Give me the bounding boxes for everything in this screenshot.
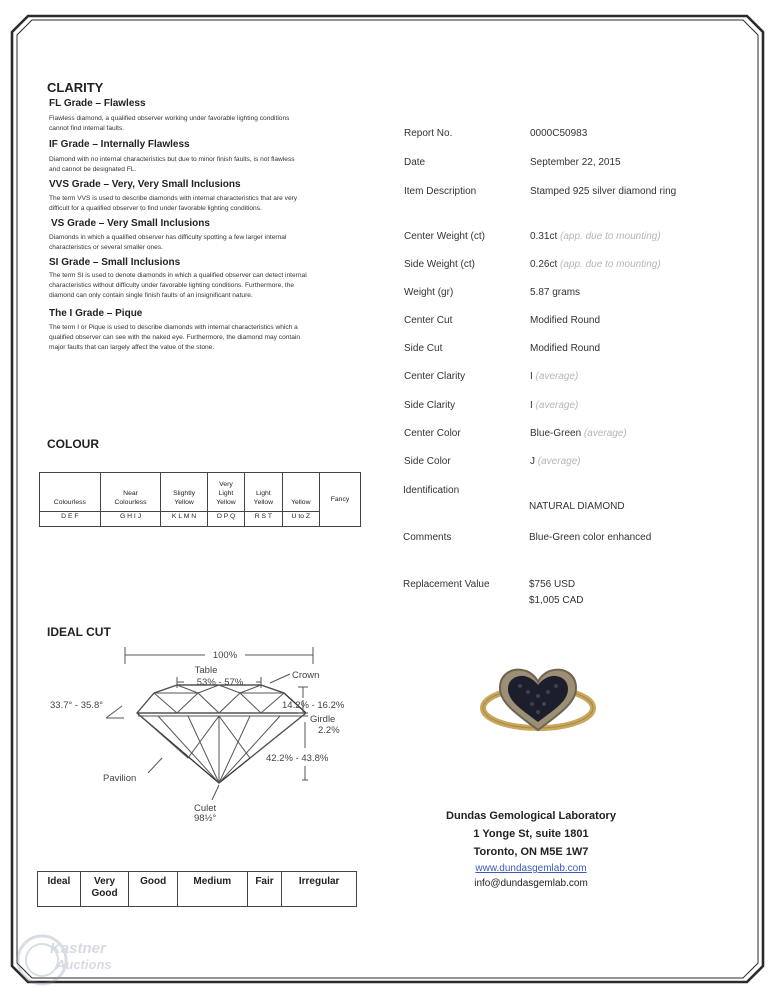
report-label: Center Clarity (404, 371, 466, 382)
diagram-pavilion-depth: 42.2% - 43.8% (266, 753, 329, 764)
colour-name-line: Yellow (174, 499, 194, 506)
report-value (529, 595, 583, 606)
colour-cell-light-yellow (245, 473, 282, 512)
report-value (530, 371, 578, 382)
report-value (530, 343, 600, 354)
colour-name-line: Near (123, 490, 138, 497)
report-label: Side Color (404, 456, 451, 467)
report-value-note: (average) (535, 371, 579, 382)
report-value-note: (average) (535, 400, 579, 411)
colour-name-line: Yellow (291, 499, 311, 506)
colour-grades-klmn: K L M N (161, 512, 207, 527)
clarity-grade-description: cannot find internal faults. (49, 125, 125, 132)
clarity-heading: CLARITY (47, 80, 104, 95)
report-value-note: (average) (583, 428, 627, 439)
colour-cell-fancy: Fancy (320, 473, 361, 527)
report-label: Identification (403, 485, 460, 496)
cut-grade-ideal: Ideal (38, 872, 81, 907)
cut-grade-irregular: Irregular (282, 872, 357, 907)
colour-name-line: Light (218, 490, 234, 497)
colour-name-line: Slightly (173, 490, 196, 497)
clarity-grade-description: The term I or Pique is used to describe diamonds with internal characteristics which a (49, 324, 298, 331)
lab-name: Dundas Gemological Laboratory (446, 810, 616, 822)
lab-address-line1: 1 Yonge St, suite 1801 (473, 828, 589, 840)
report-label: Center Weight (ct) (404, 231, 485, 242)
report-value-text: 5.87 grams (530, 287, 581, 298)
colour-grades-opq: O P Q (207, 512, 244, 527)
report-value-text: September 22, 2015 (530, 157, 621, 168)
report-value-note: (app. due to mounting) (560, 231, 661, 242)
clarity-grade-description: The term SI is used to denote diamonds in which a qualified observer can detect internal (49, 272, 307, 279)
report-value (529, 579, 575, 590)
report-label: Comments (403, 532, 452, 543)
diagram-crown-angle: 33.7° - 35.8° (50, 700, 104, 711)
colour-cell-slightly-yellow (161, 473, 207, 512)
diagram-culet-value: 98½° (194, 813, 217, 824)
report-value-text: $756 USD (529, 579, 576, 590)
report-value-text: Stamped 925 silver diamond ring (530, 186, 677, 197)
cut-grade-table (37, 871, 357, 907)
report-value (530, 287, 580, 298)
colour-name-line: Yellow (216, 499, 236, 506)
lab-website-link[interactable]: www.dundasgemlab.com (475, 863, 587, 874)
colour-grades-u-to-z: U to Z (282, 512, 319, 527)
diagram-crown-label: Crown (292, 670, 320, 681)
clarity-grade-description: qualified observer can see with the naked eye. Furthermore, the diamond may contain (49, 334, 301, 341)
report-value-note: (average) (537, 456, 581, 467)
colour-name-line: Colourless (114, 499, 147, 506)
report-value (530, 231, 661, 242)
colour-cell-yellow (282, 473, 319, 512)
report-value-text: 0.26ct (530, 259, 558, 270)
clarity-grade-title: VVS Grade – Very, Very Small Inclusions (49, 179, 241, 190)
report-label: Center Cut (404, 315, 453, 326)
report-value-text: 0000C50983 (530, 128, 588, 139)
colour-name-line: Light (255, 490, 271, 497)
clarity-grade-description: Diamond with no internal characteristics but due to minor finish faults, is not flawless (49, 156, 295, 163)
report-value (530, 128, 587, 139)
clarity-grade-description: diamond can only contain single finish faults of an insignificant nature. (49, 292, 253, 299)
diamond-proportions-diagram (40, 640, 370, 830)
colour-name-line: Colourless (53, 499, 86, 506)
report-value-text: $1,005 CAD (529, 595, 584, 606)
kastner-auctions-watermark (12, 930, 122, 990)
clarity-grade-title: FL Grade – Flawless (49, 98, 146, 109)
report-label: Weight (gr) (404, 287, 454, 298)
ring-photo (480, 650, 600, 750)
diagram-width-label: 100% (212, 650, 238, 661)
diagram-table-range: 53% - 57% (196, 677, 244, 688)
cut-grade-fair: Fair (247, 872, 282, 907)
clarity-grade-title: VS Grade – Very Small Inclusions (51, 218, 210, 229)
report-value-text: NATURAL DIAMOND (529, 501, 625, 512)
report-value (530, 157, 621, 168)
report-label: Report No. (404, 128, 453, 139)
colour-name-line: Very (219, 481, 233, 488)
clarity-grade-title: IF Grade – Internally Flawless (49, 139, 190, 150)
colour-cell-very-light-yellow (207, 473, 244, 512)
colour-grades-def: D E F (40, 512, 101, 527)
report-label: Center Color (404, 428, 461, 439)
report-value (530, 400, 578, 411)
diagram-crown-height: 14.2% - 16.2% (282, 700, 345, 711)
diagram-girdle-value: 2.2% (318, 725, 340, 736)
watermark-line2: Auctions (56, 957, 112, 972)
cut-grade-medium: Medium (178, 872, 248, 907)
report-value (529, 532, 651, 543)
report-value-text: Modified Round (530, 315, 601, 326)
report-value-text: Blue-Green color enhanced (529, 532, 652, 543)
clarity-grade-description: characteristics without difficulty under favorable lighting conditions. Furthermore, the (49, 282, 295, 289)
ideal-cut-heading: IDEAL CUT (47, 625, 111, 639)
clarity-grade-title: SI Grade – Small Inclusions (49, 257, 181, 268)
colour-grades-ghij: G H I J (100, 512, 161, 527)
colour-heading: COLOUR (47, 437, 99, 451)
diagram-girdle-label: Girdle (310, 714, 336, 725)
report-label: Replacement Value (403, 579, 490, 590)
diagram-culet-label: Culet (194, 803, 217, 814)
colour-scale-table (39, 472, 361, 527)
report-value-note: (app. due to mounting) (560, 259, 661, 270)
report-value-text: J (530, 456, 535, 467)
diagram-table-label: Table (194, 665, 218, 676)
colour-cell-near-colourless (100, 473, 161, 512)
report-value (530, 186, 676, 197)
report-label: Side Cut (404, 343, 443, 354)
clarity-grade-description: The term VVS is used to describe diamonds with internal characteristics that are very (49, 195, 298, 202)
clarity-grade-description: characteristics or several smaller ones. (49, 244, 163, 251)
clarity-grade-title: The I Grade – Pique (49, 308, 143, 319)
lab-email: info@dundasgemlab.com (474, 878, 588, 889)
clarity-grade-description: major faults that can largely affect the value of the stone. (49, 344, 215, 351)
diagram-pavilion-label: Pavilion (103, 773, 137, 784)
report-value (529, 501, 625, 512)
colour-grades-rst: R S T (245, 512, 282, 527)
report-value-text: 0.31ct (530, 231, 558, 242)
clarity-grade-description: Diamonds in which a qualified observer has difficulty spotting a few larger internal (49, 234, 287, 241)
report-value (530, 315, 600, 326)
colour-cell-colourless (40, 473, 101, 512)
report-value-text: I (530, 400, 533, 411)
cut-grade-good: Good (129, 872, 178, 907)
watermark-line1: Kastner (50, 940, 106, 957)
cut-grade-very-good: Very Good (80, 872, 129, 907)
report-label: Date (404, 157, 426, 168)
report-value (530, 456, 581, 467)
report-value-text: Blue-Green (530, 428, 582, 439)
clarity-grade-description: Flawless diamond, a qualified observer working under favorable lighting conditions (49, 115, 290, 122)
report-label: Item Description (404, 186, 477, 197)
report-value (530, 259, 661, 270)
report-label: Side Weight (ct) (404, 259, 475, 270)
report-value-text: Modified Round (530, 343, 601, 354)
report-value-text: I (530, 371, 533, 382)
report-label: Side Clarity (404, 400, 456, 411)
report-value (530, 428, 627, 439)
colour-name-line: Yellow (253, 499, 274, 506)
clarity-grade-description: and cannot be designated FL. (49, 166, 137, 173)
lab-address-line2: Toronto, ON M5E 1W7 (473, 846, 589, 858)
clarity-grade-description: difficult for a qualified observer to find under favorable lighting conditions. (49, 205, 262, 212)
